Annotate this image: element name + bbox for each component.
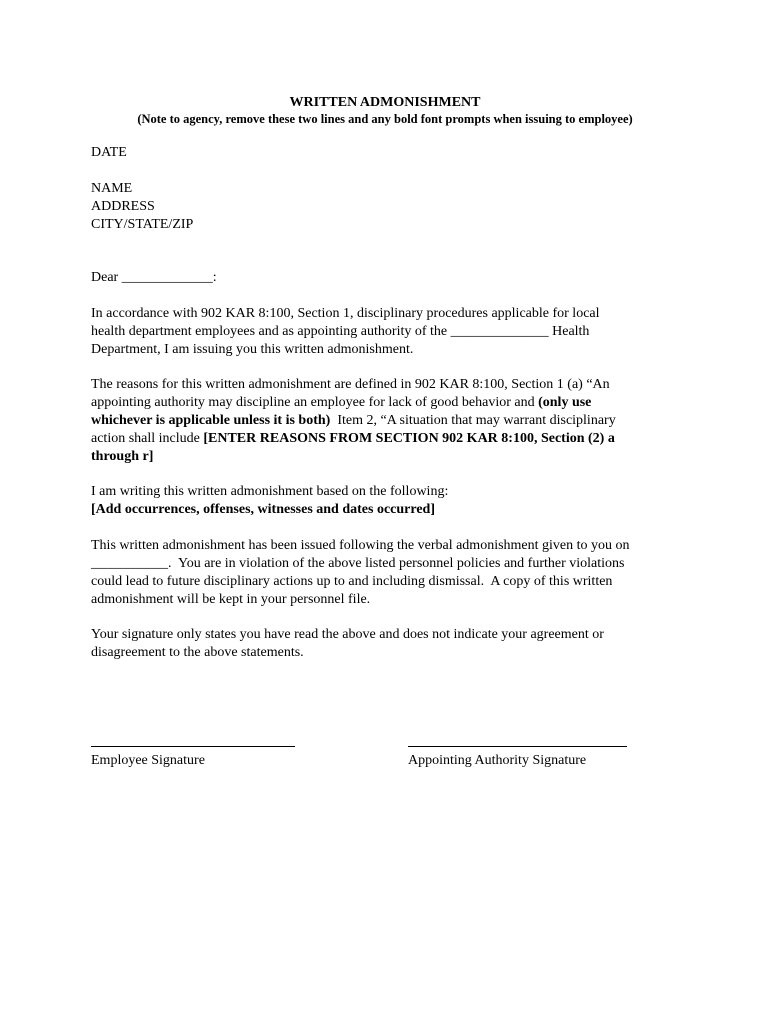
para2-line5 [91,448,681,466]
agency-note: (Note to agency, remove these two lines and any bold font prompts when issuing to employee) [137,112,633,126]
employee-signature-line [91,746,295,747]
para2-line4-bold: [ENTER REASONS FROM SECTION 902 KAR 8:100, Section (2) a [203,431,615,446]
para5-line2: disagreement to the above statements. [91,645,304,660]
para2-line2-bold: (only use [538,395,592,410]
para2-line4 [91,430,681,448]
para2-line2-plain: appointing authority may discipline an employee for lack of good behavior and [91,395,539,410]
salutation-text: Dear _____________: [91,270,217,285]
para5-line1: Your signature only states you have read the above and does not indicate your agreement or [91,627,604,642]
paragraph-basis [91,483,681,519]
para4-line3: could lead to future disciplinary actions up to and including dismissal. A copy of this written [91,574,613,589]
address-block [91,180,681,234]
para4-line4: admonishment will be kept in your personnel file. [91,592,371,607]
para4-line2: ___________. You are in violation of the above listed personnel policies and further violations [91,556,625,571]
para2-line4-plain: action shall include [91,431,204,446]
paragraph-violation [91,537,681,609]
salutation [91,269,681,287]
date-line [91,144,681,162]
para2-line1: The reasons for this written admonishment are defined in 902 KAR 8:100, Section 1 (a) “An [91,377,610,392]
para3-line1: I am writing this written admonishment based on the following: [91,484,449,499]
paragraph-signature-note [91,626,681,662]
para3-line2-bold: [Add occurrences, offenses, witnesses and dates occurred] [91,502,435,517]
para2-line3 [91,412,681,430]
paragraph-reasons [91,376,681,466]
para2-line2 [91,394,681,412]
date-text: DATE [91,145,127,160]
para1-line2: health department employees and as appointing authority of the ______________ Health [91,324,590,339]
para1-line3: Department, I am issuing you this written admonishment. [91,342,414,357]
employee-signature-label: Employee Signature [91,753,205,768]
address-city: CITY/STATE/ZIP [91,217,194,232]
authority-signature-label: Appointing Authority Signature [408,753,587,768]
para2-line5-bold: through r] [91,449,154,464]
address-name: NAME [91,181,133,196]
document-title: WRITTEN ADMONISHMENT [289,95,481,110]
address-street: ADDRESS [91,199,155,214]
para4-line1: This written admonishment has been issued following the verbal admonishment given to you on [91,538,630,553]
paragraph-authority [91,305,681,359]
para2-line3-bold: whichever is applicable unless it is both) [91,413,331,428]
para1-line1: In accordance with 902 KAR 8:100, Section 1, disciplinary procedures applicable for local [91,306,600,321]
para2-line3-plain: Item 2, “A situation that may warrant disciplinary [330,413,616,428]
authority-signature-line [408,746,627,747]
